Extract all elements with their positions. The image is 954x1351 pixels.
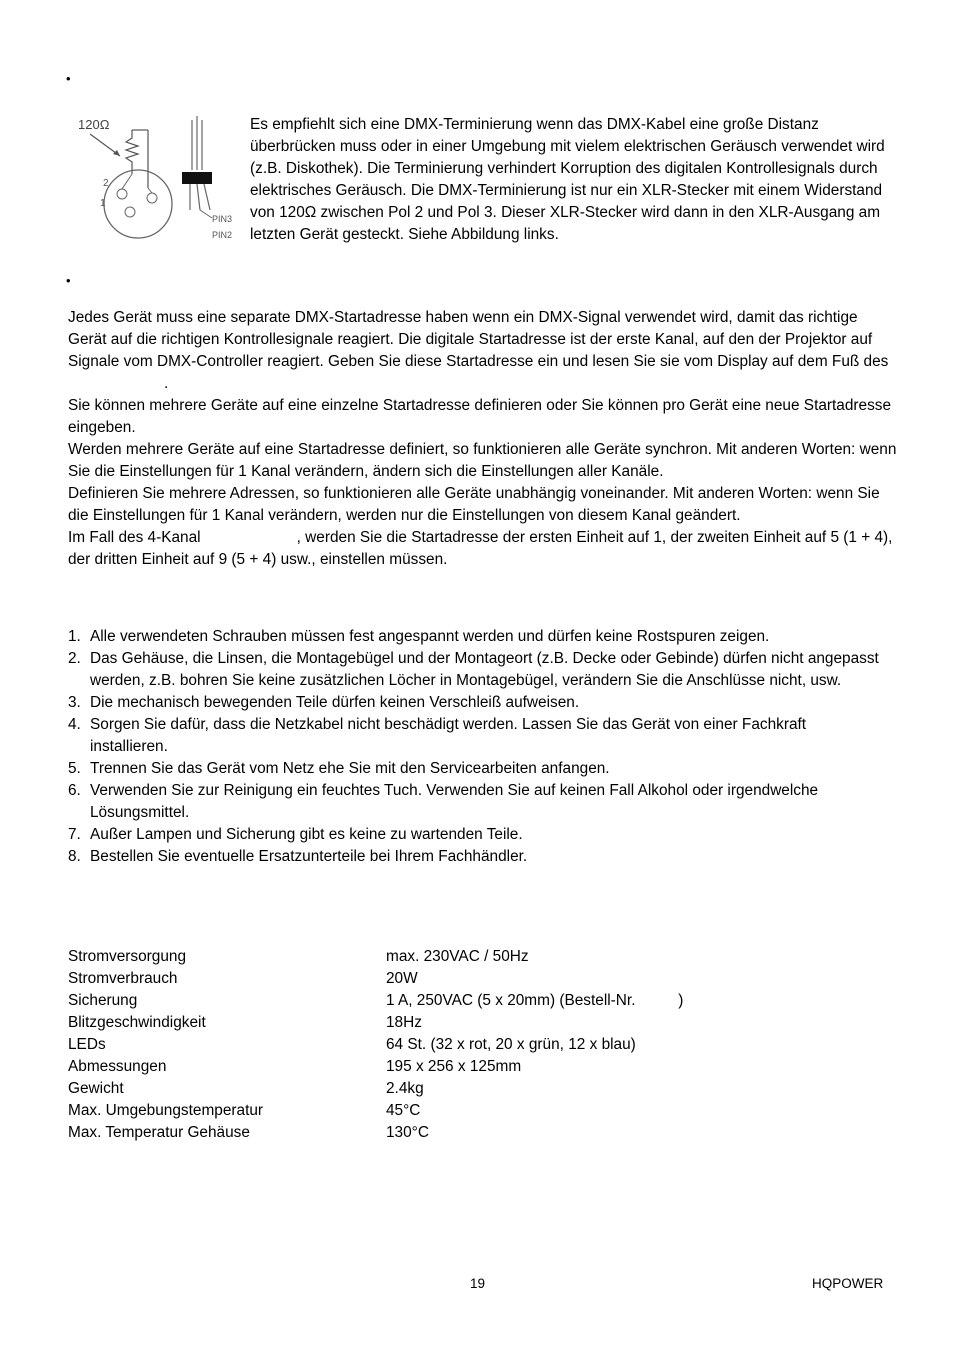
resistor-label: 120Ω [78, 117, 110, 132]
addressing-paragraph-5: Im Fall des 4-Kanal , werden Sie die Startadresse der ersten Einheit auf 1, der zweiten Einheit auf 5 (1 + 4), der dritten Einheit auf 9 (5 + 4) usw., einstellen müssen. [68, 529, 893, 568]
pin2-tag: PIN2 [212, 230, 233, 240]
maintenance-list [68, 626, 888, 868]
list-item: 4. Sorgen Sie dafür, dass die Netzkabel nicht beschädigt werden. Lassen Sie das Gerät von einer Fachkraft installieren. [68, 716, 807, 755]
pin3-tag: PIN3 [212, 214, 233, 224]
list-item: 2. Das Gehäuse, die Linsen, die Montagebügel und der Montageort (z.B. Decke oder Gebinde) dürfen nicht angepasst werden, z.B. bohren Sie keine zusätzlichen Löcher in Montagebügel, verändern Sie die Anschlüsse nicht, usw. [68, 650, 879, 689]
list-item: 5. Trennen Sie das Gerät vom Netz ehe Sie mit den Servicearbeiten anfangen. [68, 760, 610, 777]
table-row: Stromverbrauch 20W [68, 970, 418, 987]
table-row: LEDs 64 St. (32 x rot, 20 x grün, 12 x blau) [68, 1036, 636, 1053]
brand-name: HQPOWER [812, 1276, 884, 1291]
list-item: 8. Bestellen Sie eventuelle Ersatzunterteile bei Ihrem Fachhändler. [68, 848, 528, 865]
list-item: 7. Außer Lampen und Sicherung gibt es keine zu wartenden Teile. [68, 826, 523, 843]
table-row: Abmessungen 195 x 256 x 125mm [68, 1058, 522, 1075]
dmx-terminator-figure [70, 110, 245, 245]
termination-paragraph: Es empfiehlt sich eine DMX-Terminierung wenn das DMX-Kabel eine große Distanz überbrücken muss oder in einer Umgebung mit vielem elektrischen Geräusch verwendet wird (z.B. Diskothek). Die Terminierung verhindert Korruption des digitalen Kontrollesignals durch elektrisches Geräusch. Die DMX-Terminierung ist nur ein XLR-Stecker mit einem Widerstand von 120Ω zwischen Pol 2 und Pol 3. Dieser XLR-Stecker wird dann in den XLR-Ausgang am letzten Gerät gesteckt. Siehe Abbildung links. [250, 116, 885, 243]
page-number: 19 [470, 1276, 486, 1291]
addressing-paragraph-4: Definieren Sie mehrere Adressen, so funktionieren alle Geräte unabhängig voneinander. Mit anderen Worten: wenn Sie die Einstellungen für 1 Kanal verändern, werden nur die Einstellungen von diesem Kanal geändert. [68, 485, 880, 524]
list-item: 6. Verwenden Sie zur Reinigung ein feuchtes Tuch. Verwenden Sie auf keinen Fall Alkohol oder irgendwelche Lösungsmittel. [68, 782, 819, 821]
table-row: Sicherung 1 A, 250VAC (5 x 20mm) (Bestell-Nr. ) [68, 992, 684, 1009]
table-row: Gewicht 2.4kg [68, 1080, 424, 1097]
table-row: Max. Temperatur Gehäuse 130°C [68, 1124, 429, 1141]
addressing-section [68, 307, 898, 571]
addressing-paragraph-3: Werden mehrere Geräte auf eine Startadresse definiert, so funktionieren alle Geräte synchron. Mit anderen Worten: wenn Sie die Einstellungen für 1 Kanal verändern, ändern sich die Einstellungen aller Kanäle. [68, 441, 897, 480]
pin-1-number: 1 [100, 198, 106, 209]
table-row: Stromversorgung max. 230VAC / 50Hz [68, 948, 529, 965]
table-row: Max. Umgebungstemperatur 45°C [68, 1102, 421, 1119]
bullet: • [66, 71, 71, 86]
specifications-table [68, 946, 768, 1144]
bullet: • [66, 273, 71, 288]
addressing-paragraph-2: Sie können mehrere Geräte auf eine einzelne Startadresse definieren oder Sie können pro Gerät eine neue Startadresse eingeben. [68, 397, 892, 436]
pin-2-number: 2 [103, 178, 109, 189]
addressing-paragraph-1: Jedes Gerät muss eine separate DMX-Startadresse haben wenn ein DMX-Signal verwendet wird, damit das richtige Gerät auf die richtigen Kontrollesignale reagiert. Die digitale Startadresse ist der erste Kanal, auf den der Projektor auf Signale vom DMX-Controller reagiert. Geben Sie diese Startadresse ein und lesen Sie sie vom Display auf dem Fuß des. [68, 309, 889, 392]
list-item: 3. Die mechanisch bewegenden Teile dürfen keinen Verschleiß aufweisen. [68, 694, 580, 711]
list-item: 1. Alle verwendeten Schrauben müssen fest angespannt werden und dürfen keine Rostspuren zeigen. [68, 628, 770, 645]
table-row: Blitzgeschwindigkeit 18Hz [68, 1014, 422, 1031]
